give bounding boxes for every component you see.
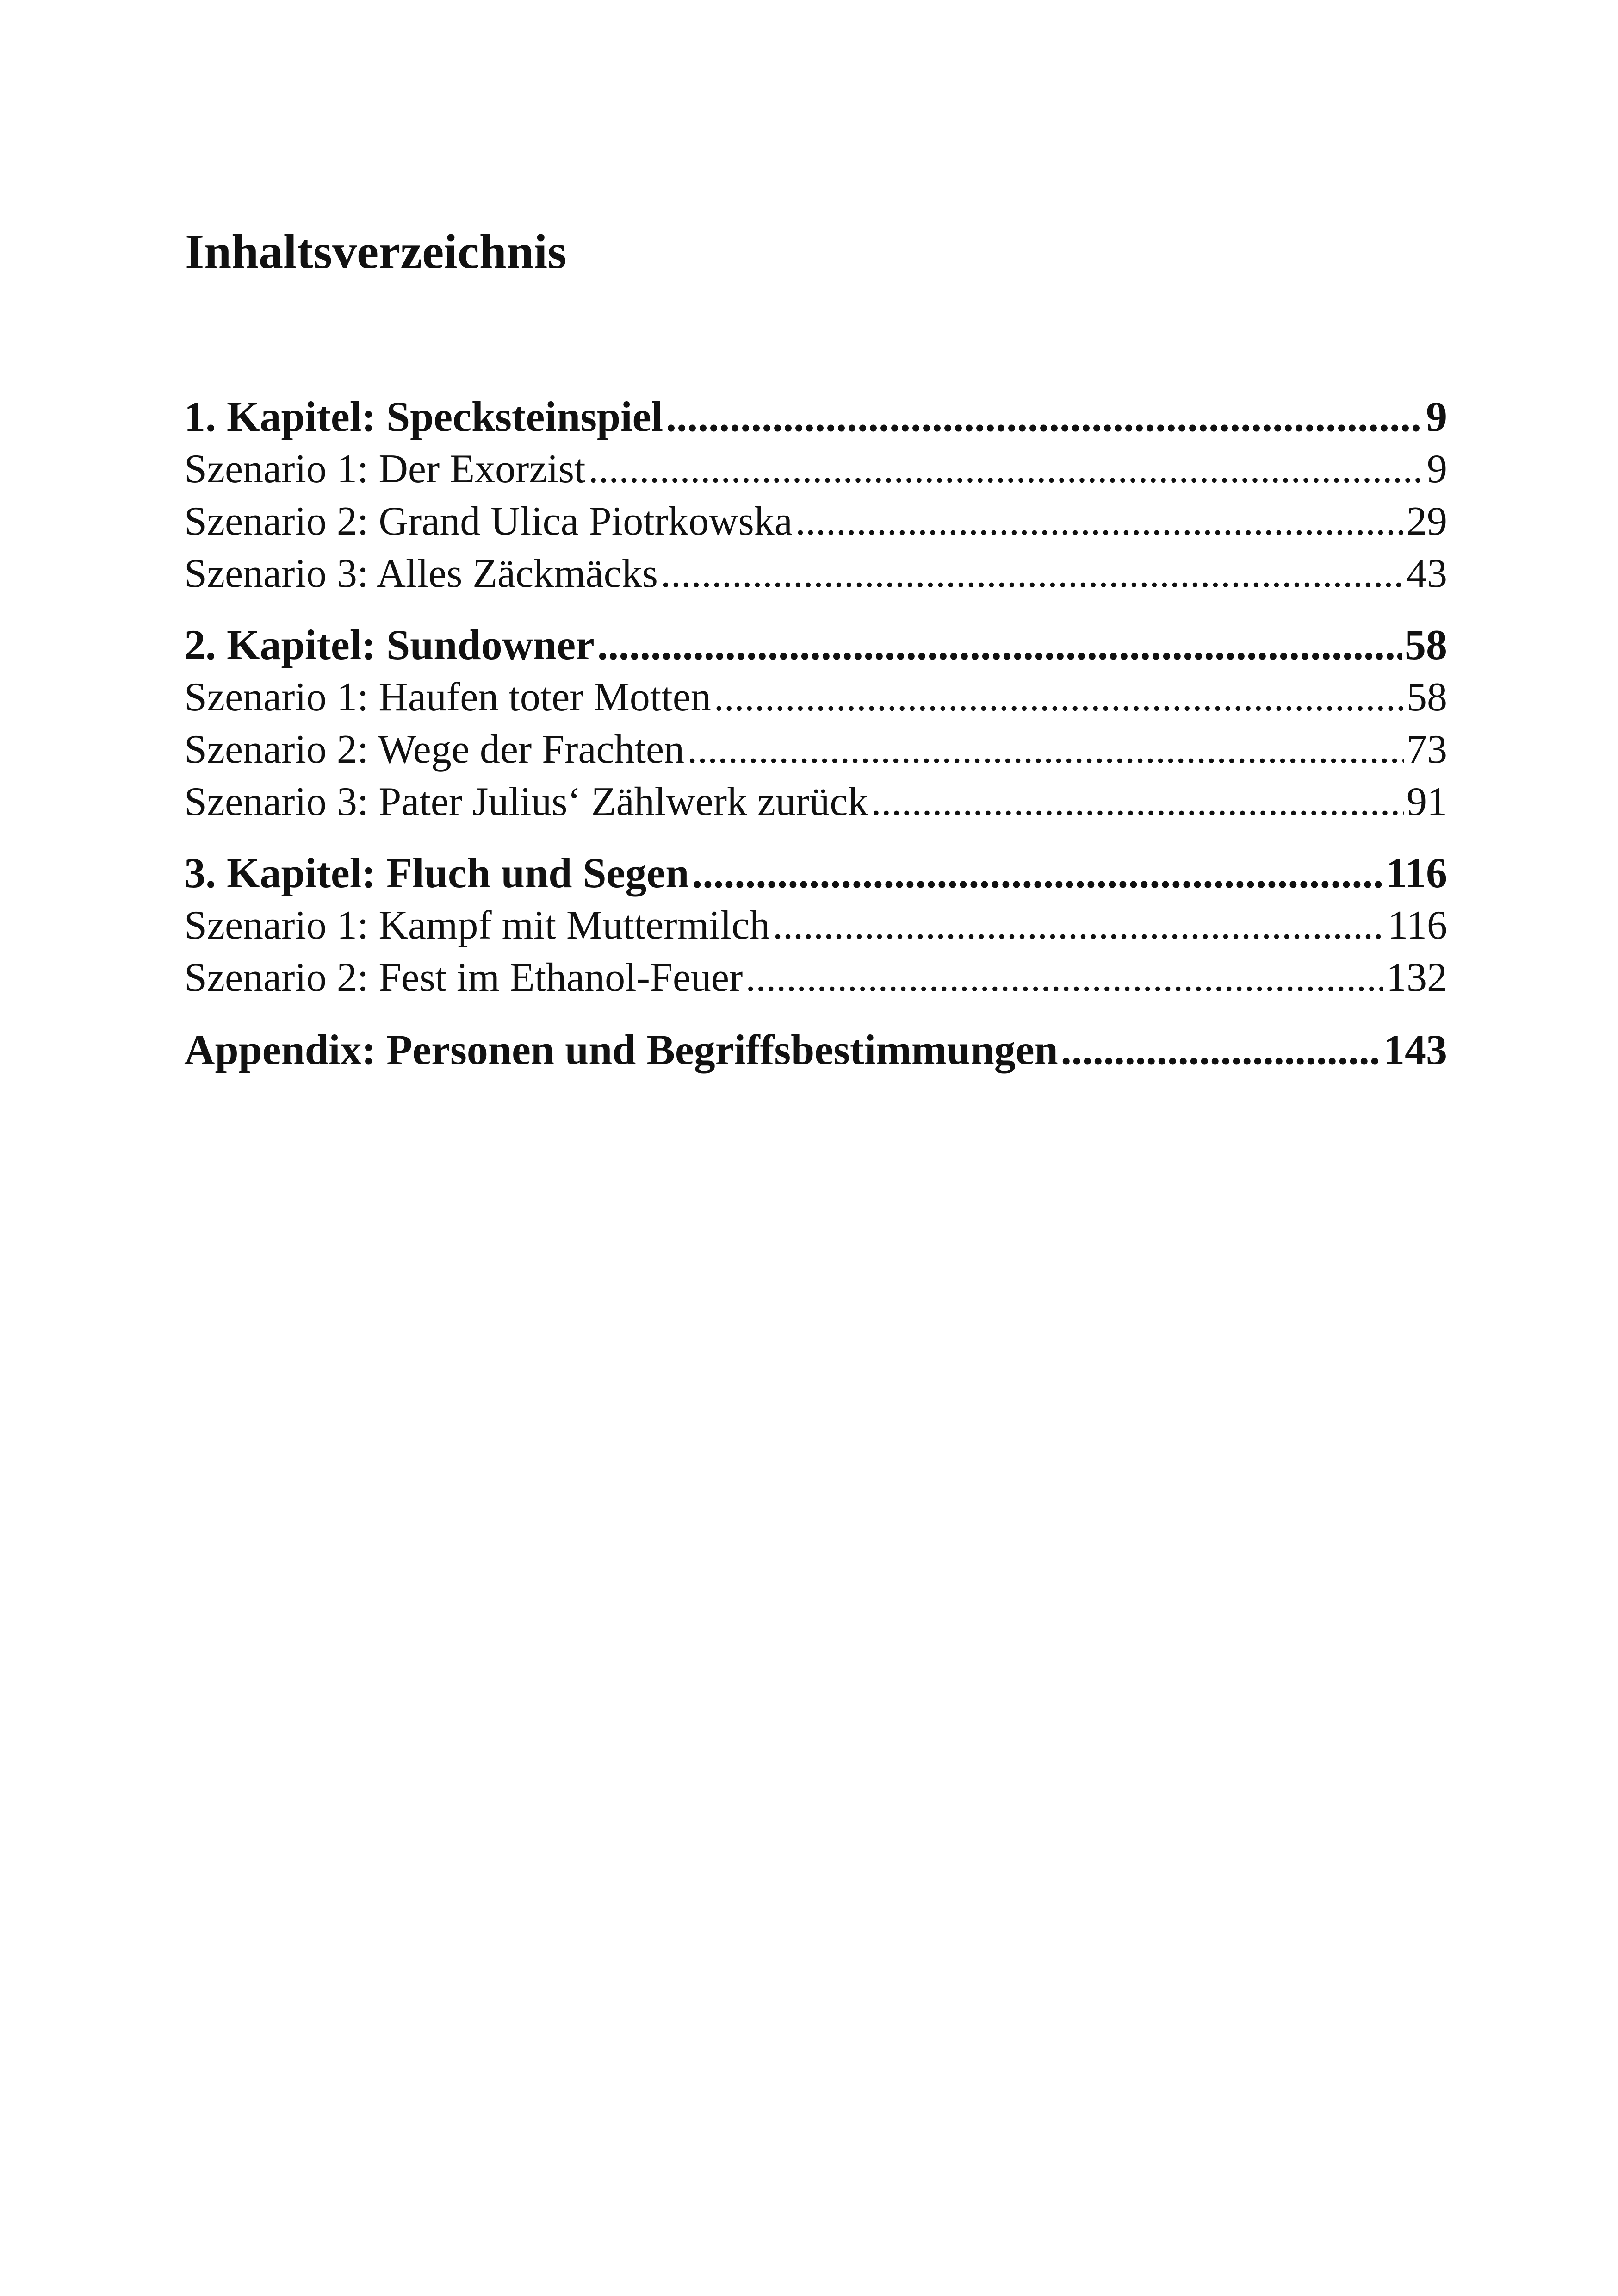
appendix-label: Appendix: Personen und Begriffsbestimmungen — [184, 1026, 1058, 1073]
dot-leader — [687, 725, 1404, 774]
toc-chapter-1-scenario-1[interactable] — [184, 445, 1447, 497]
page-number: 116 — [1388, 903, 1447, 948]
toc-chapter-2-scenario-3[interactable] — [184, 778, 1447, 830]
dot-leader — [597, 619, 1402, 670]
chapter-label: 2. Kapitel: Sundowner — [184, 621, 595, 668]
toc-appendix[interactable] — [184, 1024, 1447, 1078]
toc-chapter-1-scenario-3[interactable] — [184, 549, 1447, 602]
toc-chapter-3[interactable] — [184, 847, 1447, 901]
toc-chapter-2[interactable] — [184, 619, 1447, 673]
dot-leader — [745, 953, 1383, 1002]
chapter-label: 3. Kapitel: Fluch und Segen — [184, 849, 689, 896]
table-of-contents — [184, 391, 1447, 1078]
dot-leader — [589, 445, 1425, 494]
page-number: 116 — [1386, 849, 1447, 896]
toc-chapter-2-scenario-2[interactable] — [184, 725, 1447, 778]
scenario-label: Szenario 1: Haufen toter Motten — [184, 675, 711, 720]
page-number: 9 — [1427, 447, 1447, 492]
toc-chapter-1-scenario-2[interactable] — [184, 497, 1447, 549]
toc-chapter-2-scenario-1[interactable] — [184, 673, 1447, 725]
dot-leader — [773, 901, 1385, 950]
toc-chapter-1[interactable] — [184, 391, 1447, 445]
page-number: 73 — [1407, 727, 1447, 772]
dot-leader — [1061, 1024, 1381, 1075]
page-title: Inhaltsverzeichnis — [185, 224, 567, 279]
scenario-label: Szenario 3: Pater Julius‘ Zählwerk zurück — [184, 779, 868, 824]
scenario-label: Szenario 1: Kampf mit Muttermilch — [184, 903, 770, 948]
scenario-label: Szenario 2: Fest im Ethanol-Feuer — [184, 955, 743, 1000]
page-number: 58 — [1407, 675, 1447, 720]
page-number: 132 — [1386, 955, 1447, 1000]
dot-leader — [714, 673, 1404, 722]
toc-chapter-3-scenario-2[interactable] — [184, 953, 1447, 1006]
dot-leader — [871, 778, 1404, 827]
page-number: 91 — [1407, 779, 1447, 824]
scenario-label: Szenario 2: Grand Ulica Piotrkowska — [184, 499, 793, 544]
dot-leader — [661, 549, 1404, 598]
page-number: 43 — [1407, 551, 1447, 596]
dot-leader — [795, 497, 1404, 546]
scenario-label: Szenario 3: Alles Zäckmäcks — [184, 551, 658, 596]
toc-chapter-3-scenario-1[interactable] — [184, 901, 1447, 953]
page-number: 58 — [1405, 621, 1447, 668]
chapter-label: 1. Kapitel: Specksteinspiel — [184, 393, 663, 440]
page-number: 29 — [1407, 499, 1447, 544]
scenario-label: Szenario 2: Wege der Frachten — [184, 727, 685, 772]
page-number: 143 — [1383, 1026, 1447, 1073]
scenario-label: Szenario 1: Der Exorzist — [184, 447, 586, 492]
dot-leader — [692, 847, 1383, 898]
page-number: 9 — [1426, 393, 1447, 440]
dot-leader — [666, 391, 1423, 442]
